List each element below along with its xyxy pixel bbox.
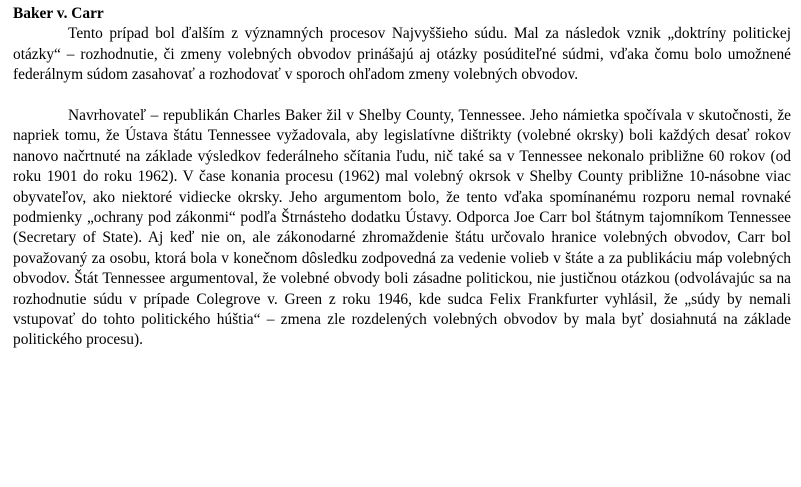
- paragraph-case-details: Navrhovateľ – republikán Charles Baker žil v Shelby County, Tennessee. Jeho námietka spočívala v skutočnosti, že napriek tomu, že Ústava štátu Tennessee vyžadovala, aby legislatívne dištrikty (volebné okrsky) boli každých desať rokov nanovo načrtnuté na základe výsledkov federálneho sčítania ľudu, nič také sa v Tennessee nekonalo približne 60 rokov (od roku 1901 do roku 1962). V čase konania procesu (1962) mal volebný okrsok v Shelby County približne 10-násobne viac obyvateľov, ako niektoré vidiecke okrsky. Jeho argumentom bolo, že tento vďaka spomínanému rozporu nemal rovnaké podmienky „ochrany pod zákonmi“ podľa Štrnásteho dodatku Ústavy. Odporca Joe Carr bol štátnym tajomníkom Tennessee (Secretary of State). Aj keď nie on, ale zákonodarné zhromaždenie štátu určovalo hranice volebných obvodov, Carr bol považovaný za osobu, ktorá bola v konečnom dôsledku zodpovedná za vedenie volieb v štáte a za publikáciu máp volebných obvodov. Štát Tennessee argumentoval, že volebné obvody boli zásadne politickou, nie justičnou otázkou (odvolávajúc sa na rozhodnutie súdu v prípade Colegrove v. Green z roku 1946, kde sudca Felix Frankfurter vyhlásil, že „súdy by nemali vstupovať do tohto politického húštia“ – zmena zle rozdelených volebných obvodov by mala byť dosiahnutá na základe politického procesu).: [13, 107, 791, 349]
- paragraph-intro: Tento prípad bol ďalším z významných procesov Najvyššieho súdu. Mal za následok vznik „doktríny politickej otázky“ – rozhodnutie, či zmeny volebných obvodov prinášajú aj otázky posúditeľné súdmi, vďaka čomu bolo umožnené federálnym súdom zasahovať a rozhodovať v sporoch ohľadom zmeny volebných obvodov.: [13, 25, 791, 84]
- document-title: Baker v. Carr: [13, 5, 104, 22]
- paragraph-spacer: [13, 86, 791, 106]
